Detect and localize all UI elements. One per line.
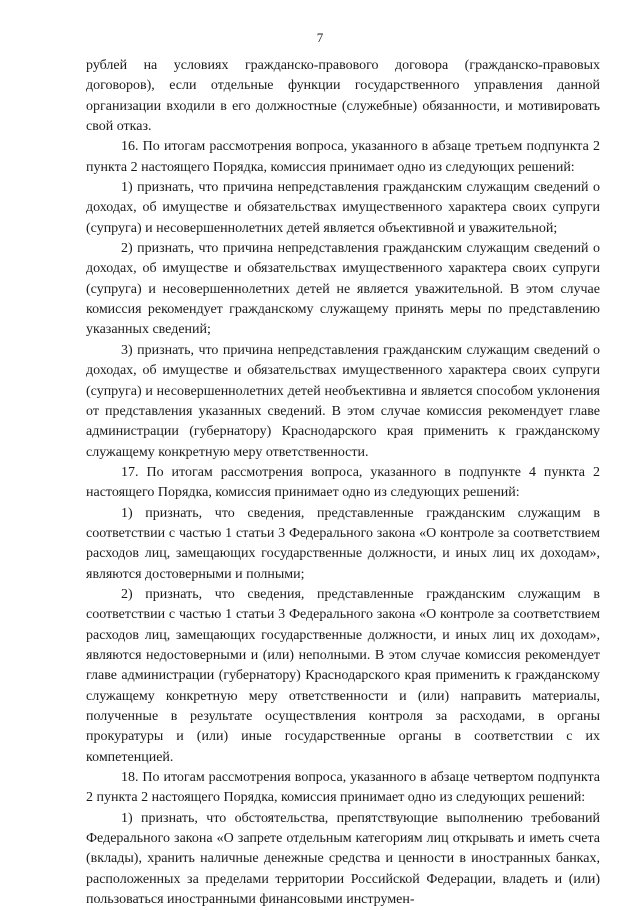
- paragraph-item-18: 18. По итогам рассмотрения вопроса, указанного в абзаце четвертом подпункта 2 пункта 2 настоящего Порядка, комиссия принимает одно из следующих решений:: [86, 770, 600, 806]
- paragraph-17-decision-2: 2) признать, что сведения, представленные гражданским служащим в соответствии с частью 1 статьи 3 Федерального закона «О контроле за соответствием расходов лиц, замещающих государственные должности, и иных лиц их доходам», являются недостоверными и (или) неполными. В этом случае комиссия рекомендует главе администрации (губернатору) Краснодарского края применить к гражданскому служащему конкретную меру ответственности и (или) направить материалы, полученные в результате осуществления контроля за расходами, в органы прокуратуры и (или) иные государственные органы в соответствии с их компетенцией.: [86, 586, 600, 765]
- paragraph-18-decision-1: 1) признать, что обстоятельства, препятствующие выполнению требований Федерального закона «О запрете отдельным категориям лиц открывать и иметь счета (вклады), хранить наличные денежные средства и ценности в иностранных банках, расположенных за пределами территории Российской Федерации, владеть и (или) пользоваться иностранными финансовыми инструмен-: [86, 810, 600, 908]
- paragraph-item-17: 17. По итогам рассмотрения вопроса, указанного в подпункте 4 пункта 2 настоящего Порядка, комиссия принимает одно из следующих решений:: [86, 464, 600, 501]
- paragraph-16-decision-1: 1) признать, что причина непредставления гражданским служащим сведений о доходах, об имуществе и обязательствах имущественного характера своих супруги (супруга) и несовершеннолетних детей является объективной и уважительной;: [86, 180, 600, 236]
- paragraph-item-16: 16. По итогам рассмотрения вопроса, указанного в абзаце третьем подпункта 2 пункта 2 настоящего Порядка, комиссия принимает одно из следующих решений:: [86, 139, 600, 175]
- paragraph-16-decision-2: 2) признать, что причина непредставления гражданским служащим сведений о доходах, об имуществе и обязательствах имущественного характера своих супруги (супруга) и несовершеннолетних детей не является уважительной. В этом случае комиссия рекомендует гражданскому служащему принять меры по представлению указанных сведений;: [86, 241, 600, 338]
- page-number: 7: [316, 30, 324, 45]
- document-body: [86, 56, 600, 910]
- paragraph-continuation: рублей на условиях гражданско-правового договора (гражданско-правовых договоров), если отдельные функции государственного управления данной организации входили в его должностные (служебные) обязанности, и мотивировать свой отказ.: [86, 58, 600, 135]
- paragraph-17-decision-1: 1) признать, что сведения, представленные гражданским служащим в соответствии с частью 1 статьи 3 Федерального закона «О контроле за соответствием расходов лиц, замещающих государственные должности, и иных лиц их доходам», являются достоверными и полными;: [86, 505, 600, 582]
- paragraph-16-decision-3: 3) признать, что причина непредставления гражданским служащим сведений о доходах, об имуществе и обязательствах имущественного характера своих супруги (супруга) и несовершеннолетних детей необъективна и является способом уклонения от представления указанных сведений. В этом случае комиссия рекомендует главе администрации (губернатору) Краснодарского края применить к гражданскому служащему конкретную меру ответственности.: [86, 342, 600, 460]
